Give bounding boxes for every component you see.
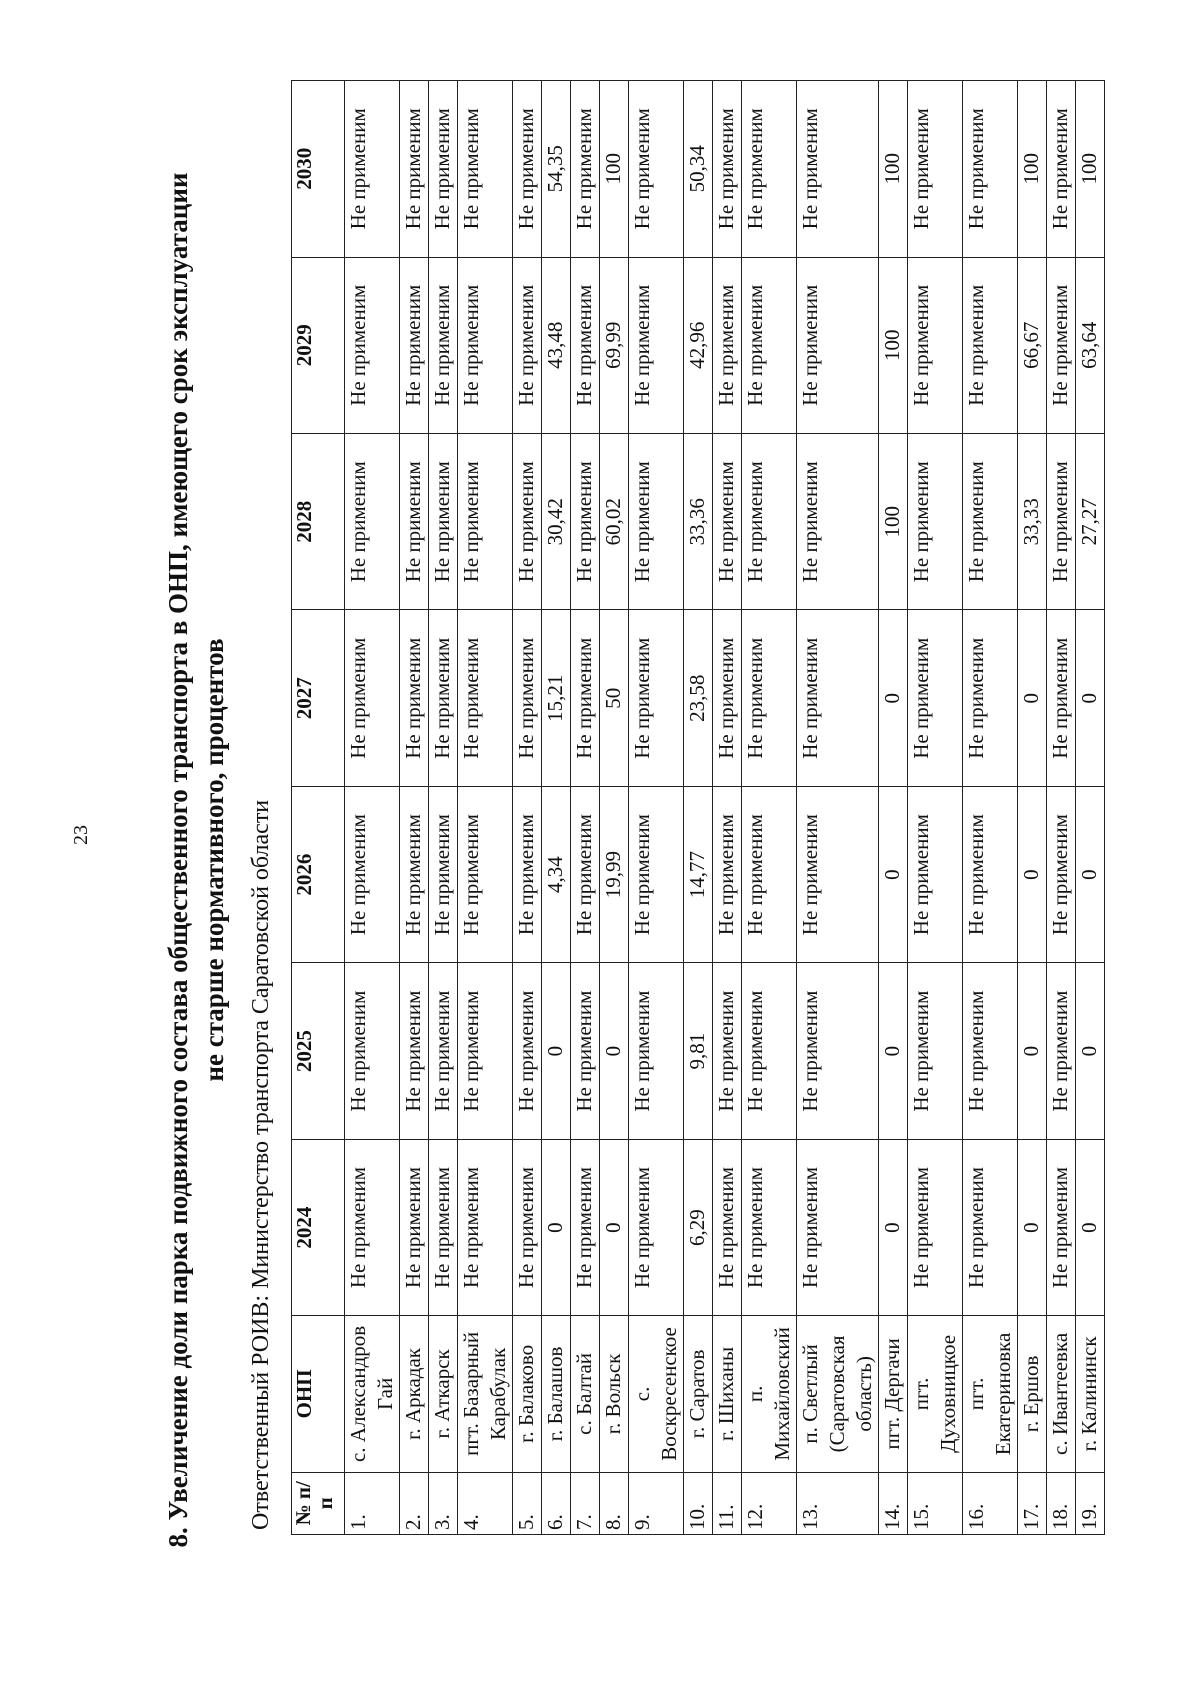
year-value: Не применим — [908, 1139, 963, 1315]
year-value: 0 — [600, 1139, 629, 1315]
year-value: Не применим — [345, 963, 400, 1139]
year-value: Не применим — [713, 434, 742, 610]
year-value: Не применим — [571, 257, 600, 433]
year-value: Не применим — [963, 963, 1018, 1139]
year-value: Не применим — [629, 963, 684, 1139]
year-value: Не применим — [345, 786, 400, 962]
year-value: Не применим — [429, 434, 458, 610]
settlement-name: г. Балаково — [513, 1316, 542, 1472]
year-value: 100 — [600, 81, 629, 258]
row-number: 1. — [345, 1472, 400, 1534]
year-value: Не применим — [513, 963, 542, 1139]
year-value: 14,77 — [684, 786, 713, 962]
year-value: 100 — [879, 257, 908, 433]
responsible-authority: Ответственный РОИВ: Министерство транспорта Саратовской области — [248, 799, 274, 1530]
year-value: 0 — [1018, 610, 1047, 786]
column-header: ОНП — [292, 1316, 345, 1472]
year-value: Не применим — [1047, 81, 1076, 258]
year-value: Не применим — [429, 786, 458, 962]
section-title — [160, 80, 232, 1640]
settlement-name: с. Ивантеевка — [1047, 1316, 1076, 1472]
settlement-name: г. Саратов — [684, 1316, 713, 1472]
year-value: 0 — [1076, 1139, 1105, 1315]
year-value: Не применим — [1047, 963, 1076, 1139]
year-value: Не применим — [400, 1139, 429, 1315]
column-header: 2029 — [292, 257, 345, 433]
year-value: 23,58 — [684, 610, 713, 786]
page-number: 23 — [70, 825, 92, 845]
year-value: 33,33 — [1018, 434, 1047, 610]
year-value: Не применим — [1047, 434, 1076, 610]
year-value: 0 — [1076, 610, 1105, 786]
year-value: 19,99 — [600, 786, 629, 962]
year-value: 42,96 — [684, 257, 713, 433]
settlement-name: пгт. Базарный Карабулак — [458, 1316, 513, 1472]
row-number: 18. — [1047, 1472, 1076, 1534]
year-value: 69,99 — [600, 257, 629, 433]
settlement-name: пгт. Екатериновка — [963, 1316, 1018, 1472]
year-value: Не применим — [742, 610, 797, 786]
year-value: 66,67 — [1018, 257, 1047, 433]
year-value: Не применим — [629, 81, 684, 258]
settlement-name: г. Аркадак — [400, 1316, 429, 1472]
year-value: Не применим — [742, 786, 797, 962]
settlement-name: с. Балтай — [571, 1316, 600, 1472]
row-number: 3. — [429, 1472, 458, 1534]
rotated-page-content — [160, 80, 1160, 1640]
year-value: Не применим — [963, 81, 1018, 258]
year-value: 6,29 — [684, 1139, 713, 1315]
year-value: 0 — [879, 1139, 908, 1315]
year-value: Не применим — [571, 1139, 600, 1315]
settlement-name: пгт. Дергачи — [879, 1316, 908, 1472]
table-row — [513, 81, 542, 1535]
year-value: Не применим — [797, 257, 879, 433]
row-number: 15. — [908, 1472, 963, 1534]
year-value: Не применим — [797, 610, 879, 786]
table-row — [1018, 81, 1047, 1535]
row-number: 8. — [600, 1472, 629, 1534]
year-value: 15,21 — [542, 610, 571, 786]
year-value: Не применим — [429, 257, 458, 433]
year-value: Не применим — [713, 610, 742, 786]
year-value: Не применим — [400, 786, 429, 962]
column-header: 2028 — [292, 434, 345, 610]
year-value: 4,34 — [542, 786, 571, 962]
year-value: Не применим — [458, 786, 513, 962]
year-value: Не применим — [345, 81, 400, 258]
column-header: № п/п — [292, 1472, 345, 1534]
settlement-name: г. Шиханы — [713, 1316, 742, 1472]
settlement-name: с. Александров Гай — [345, 1316, 400, 1472]
settlement-name: г. Аткарск — [429, 1316, 458, 1472]
year-value: Не применим — [458, 610, 513, 786]
header-row — [292, 81, 345, 1535]
year-value: Не применим — [908, 963, 963, 1139]
row-number: 7. — [571, 1472, 600, 1534]
table-row — [1076, 81, 1105, 1535]
column-header: 2024 — [292, 1139, 345, 1315]
year-value: Не применим — [713, 81, 742, 258]
year-value: 100 — [1018, 81, 1047, 258]
row-number: 9. — [629, 1472, 684, 1534]
table-row — [879, 81, 908, 1535]
year-value: 0 — [1018, 1139, 1047, 1315]
year-value: Не применим — [458, 434, 513, 610]
table-body — [345, 81, 1105, 1535]
year-value: Не применим — [742, 1139, 797, 1315]
year-value: Не применим — [742, 257, 797, 433]
year-value: Не применим — [1047, 257, 1076, 433]
year-value: Не применим — [400, 963, 429, 1139]
table-row — [542, 81, 571, 1535]
table-row — [684, 81, 713, 1535]
year-value: Не применим — [513, 81, 542, 258]
year-value: Не применим — [400, 434, 429, 610]
year-value: 0 — [542, 963, 571, 1139]
year-value: Не применим — [571, 610, 600, 786]
year-value: Не применим — [742, 81, 797, 258]
year-value: 0 — [879, 610, 908, 786]
settlement-name: п. Михайловский — [742, 1316, 797, 1472]
year-value: Не применим — [629, 434, 684, 610]
year-value: 0 — [879, 963, 908, 1139]
row-number: 6. — [542, 1472, 571, 1534]
year-value: Не применим — [571, 434, 600, 610]
year-value: Не применим — [908, 434, 963, 610]
year-value: 0 — [1018, 963, 1047, 1139]
data-table — [291, 80, 1105, 1535]
year-value: Не применим — [1047, 610, 1076, 786]
table-row — [600, 81, 629, 1535]
year-value: 33,36 — [684, 434, 713, 610]
year-value: Не применим — [908, 257, 963, 433]
row-number: 14. — [879, 1472, 908, 1534]
row-number: 13. — [797, 1472, 879, 1534]
year-value: Не применим — [1047, 1139, 1076, 1315]
year-value: 0 — [542, 1139, 571, 1315]
column-header: 2025 — [292, 963, 345, 1139]
year-value: Не применим — [713, 786, 742, 962]
column-header: 2030 — [292, 81, 345, 258]
year-value: Не применим — [429, 81, 458, 258]
year-value: Не применим — [908, 786, 963, 962]
settlement-name: с. Воскресенское — [629, 1316, 684, 1472]
year-value: 30,42 — [542, 434, 571, 610]
year-value: Не применим — [797, 81, 879, 258]
year-value: Не применим — [797, 434, 879, 610]
year-value: 63,64 — [1076, 257, 1105, 433]
table-row — [629, 81, 684, 1535]
year-value: Не применим — [345, 434, 400, 610]
year-value: Не применим — [458, 81, 513, 258]
year-value: Не применим — [400, 610, 429, 786]
year-value: 0 — [1076, 786, 1105, 962]
year-value: Не применим — [1047, 786, 1076, 962]
table-row — [963, 81, 1018, 1535]
table-row — [742, 81, 797, 1535]
year-value: 0 — [879, 786, 908, 962]
year-value: Не применим — [400, 257, 429, 433]
table-row — [429, 81, 458, 1535]
year-value: Не применим — [797, 786, 879, 962]
year-value: Не применим — [908, 610, 963, 786]
column-header: 2026 — [292, 786, 345, 962]
year-value: 9,81 — [684, 963, 713, 1139]
year-value: 100 — [879, 434, 908, 610]
year-value: Не применим — [513, 610, 542, 786]
year-value: 0 — [1076, 963, 1105, 1139]
year-value: Не применим — [429, 1139, 458, 1315]
year-value: Не применим — [742, 963, 797, 1139]
table-row — [571, 81, 600, 1535]
settlement-name: пгт. Духовницкое — [908, 1316, 963, 1472]
year-value: Не применим — [629, 257, 684, 433]
row-number: 10. — [684, 1472, 713, 1534]
table-row — [458, 81, 513, 1535]
settlement-name: г. Калининск — [1076, 1316, 1105, 1472]
row-number: 4. — [458, 1472, 513, 1534]
year-value: Не применим — [713, 257, 742, 433]
table-row — [1047, 81, 1076, 1535]
settlement-name: г. Вольск — [600, 1316, 629, 1472]
year-value: Не применим — [458, 257, 513, 433]
row-number: 2. — [400, 1472, 429, 1534]
year-value: Не применим — [571, 786, 600, 962]
year-value: 60,02 — [600, 434, 629, 610]
row-number: 17. — [1018, 1472, 1047, 1534]
title-line-2: не старше нормативного, процентов — [199, 638, 229, 1082]
year-value: Не применим — [963, 786, 1018, 962]
table-row — [908, 81, 963, 1535]
year-value: Не применим — [345, 257, 400, 433]
year-value: Не применим — [345, 610, 400, 786]
table-row — [713, 81, 742, 1535]
year-value: Не применим — [713, 1139, 742, 1315]
year-value: Не применим — [429, 963, 458, 1139]
year-value: Не применим — [629, 1139, 684, 1315]
year-value: Не применим — [629, 610, 684, 786]
table-row — [400, 81, 429, 1535]
year-value: Не применим — [513, 257, 542, 433]
year-value: Не применим — [458, 1139, 513, 1315]
year-value: 54,35 — [542, 81, 571, 258]
year-value: 50,34 — [684, 81, 713, 258]
year-value: 100 — [879, 81, 908, 258]
row-number: 16. — [963, 1472, 1018, 1534]
year-value: Не применим — [429, 610, 458, 786]
year-value: Не применим — [963, 257, 1018, 433]
row-number: 12. — [742, 1472, 797, 1534]
year-value: Не применим — [629, 786, 684, 962]
year-value: Не применим — [571, 963, 600, 1139]
year-value: Не применим — [963, 1139, 1018, 1315]
year-value: Не применим — [713, 963, 742, 1139]
settlement-name: г. Балашов — [542, 1316, 571, 1472]
year-value: Не применим — [963, 434, 1018, 610]
row-number: 11. — [713, 1472, 742, 1534]
title-line-1: 8. Увеличение доли парка подвижного состава общественного транспорта в ОНП, имеющего срок эксплуатации — [163, 172, 193, 1548]
year-value: Не применим — [345, 1139, 400, 1315]
settlement-name: г. Ершов — [1018, 1316, 1047, 1472]
year-value: Не применим — [513, 434, 542, 610]
year-value: 100 — [1076, 81, 1105, 258]
year-value: 43,48 — [542, 257, 571, 433]
column-header: 2027 — [292, 610, 345, 786]
year-value: Не применим — [458, 963, 513, 1139]
year-value: Не применим — [571, 81, 600, 258]
year-value: Не применим — [513, 1139, 542, 1315]
year-value: Не применим — [400, 81, 429, 258]
year-value: 0 — [600, 963, 629, 1139]
year-value: Не применим — [797, 963, 879, 1139]
year-value: Не применим — [513, 786, 542, 962]
year-value: Не применим — [908, 81, 963, 258]
year-value: Не применим — [797, 1139, 879, 1315]
row-number: 19. — [1076, 1472, 1105, 1534]
table-row — [797, 81, 879, 1535]
row-number: 5. — [513, 1472, 542, 1534]
year-value: 27,27 — [1076, 434, 1105, 610]
year-value: Не применим — [742, 434, 797, 610]
settlement-name: п. Светлый (Саратовская область) — [797, 1316, 879, 1472]
year-value: 0 — [1018, 786, 1047, 962]
year-value: Не применим — [963, 610, 1018, 786]
year-value: 50 — [600, 610, 629, 786]
table-row — [345, 81, 400, 1535]
